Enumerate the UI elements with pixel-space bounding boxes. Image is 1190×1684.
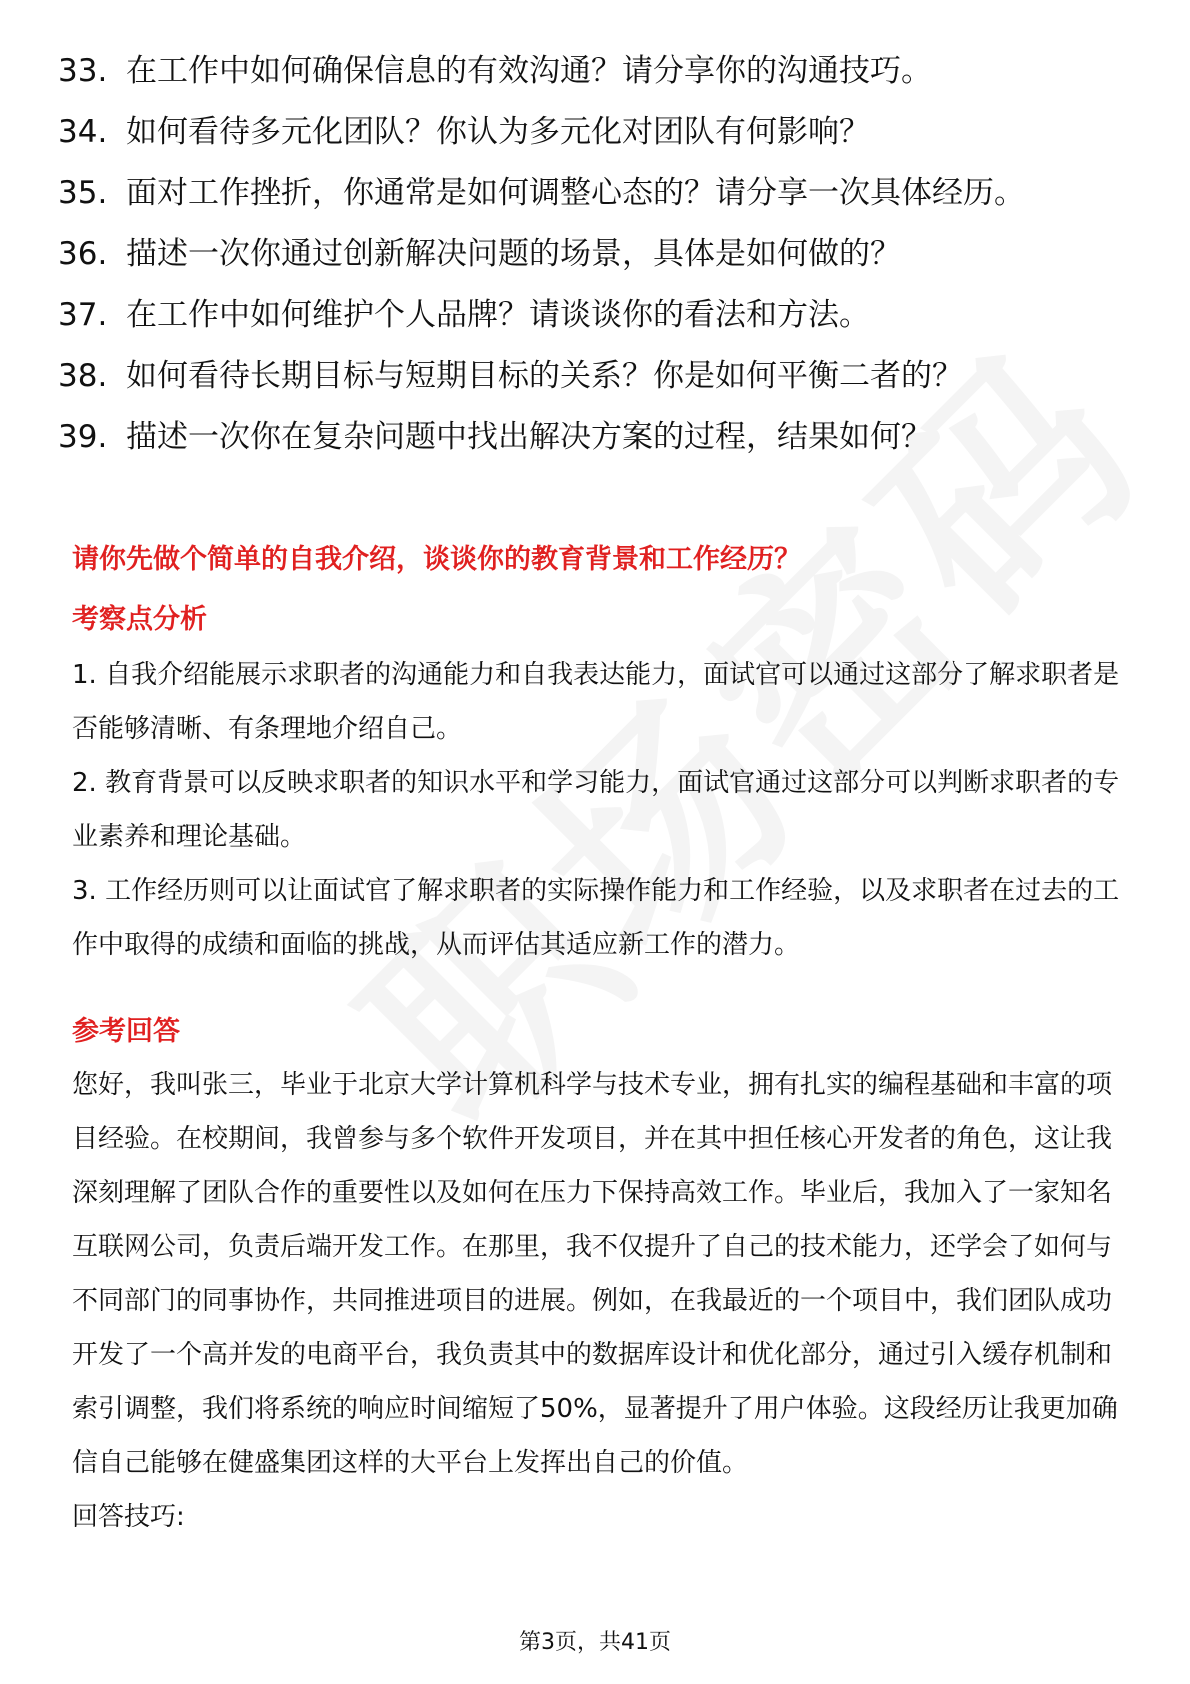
reference-section [72,1014,1124,1544]
question-text: 描述一次你在复杂问题中找出解决方案的过程，结果如何？ [126,419,932,455]
question-item [58,235,1098,273]
analysis-point: 2. 教育背景可以反映求职者的知识水平和学习能力，面试官通过这部分可以判断求职者的专业素养和理论基础。 [72,768,1120,852]
question-text: 如何看待长期目标与短期目标的关系？你是如何平衡二者的？ [126,358,963,394]
analysis-point: 1. 自我介绍能展示求职者的沟通能力和自我表达能力，面试官可以通过这部分了解求职者是否能够清晰、有条理地介绍自己。 [72,660,1120,744]
question-text: 在工作中如何确保信息的有效沟通？请分享你的沟通技巧。 [126,53,932,89]
question-item [58,296,1098,334]
question-number: 37. [58,297,108,333]
analysis-heading: 考察点分析 [72,604,207,635]
tips-label: 回答技巧: [72,1502,185,1532]
question-number: 39. [58,419,108,455]
question-number: 36. [58,236,108,272]
question-text: 如何看待多元化团队？你认为多元化对团队有何影响？ [126,114,870,150]
question-number: 35. [58,175,108,211]
reference-answer: 您好，我叫张三，毕业于北京大学计算机科学与技术专业，拥有扎实的编程基础和丰富的项目经验。在校期间，我曾参与多个软件开发项目，并在其中担任核心开发者的角色，这让我深刻理解了团队合作的重要性以及如何在压力下保持高效工作。毕业后，我加入了一家知名互联网公司，负责后端开发工作。在那里，我不仅提升了自己的技术能力，还学会了如何与不同部门的同事协作，共同推进项目的进展。例如，在我最近的一个项目中，我们团队成功开发了一个高并发的电商平台，我负责其中的数据库设计和优化部分，通过引入缓存机制和索引调整，我们将系统的响应时间缩短了50%，显著提升了用户体验。这段经历让我更加确信自己能够在健盛集团这样的大平台上发挥出自己的价值。 [72,1070,1118,1478]
question-item [58,52,1098,90]
reference-heading: 参考回答 [72,1016,180,1047]
main-question: 请你先做个简单的自我介绍，谈谈你的教育背景和工作经历？ [72,544,801,575]
question-item [58,418,1098,456]
question-item [58,357,1098,395]
question-text: 描述一次你通过创新解决问题的场景，具体是如何做的？ [126,236,901,272]
main-question-section [72,542,1124,578]
question-number: 33. [58,53,108,89]
question-text: 面对工作挫折，你通常是如何调整心态的？请分享一次具体经历。 [126,175,1025,211]
question-item [58,174,1098,212]
analysis-section [72,602,1124,972]
page-number: 第3页，共41页 [519,1630,671,1655]
question-number: 38. [58,358,108,394]
question-text: 在工作中如何维护个人品牌？请谈谈你的看法和方法。 [126,297,870,333]
question-list [58,52,1098,479]
question-number: 34. [58,114,108,150]
analysis-point: 3. 工作经历则可以让面试官了解求职者的实际操作能力和工作经验，以及求职者在过去的工作中取得的成绩和面临的挑战，从而评估其适应新工作的潜力。 [72,876,1120,960]
question-item [58,113,1098,151]
